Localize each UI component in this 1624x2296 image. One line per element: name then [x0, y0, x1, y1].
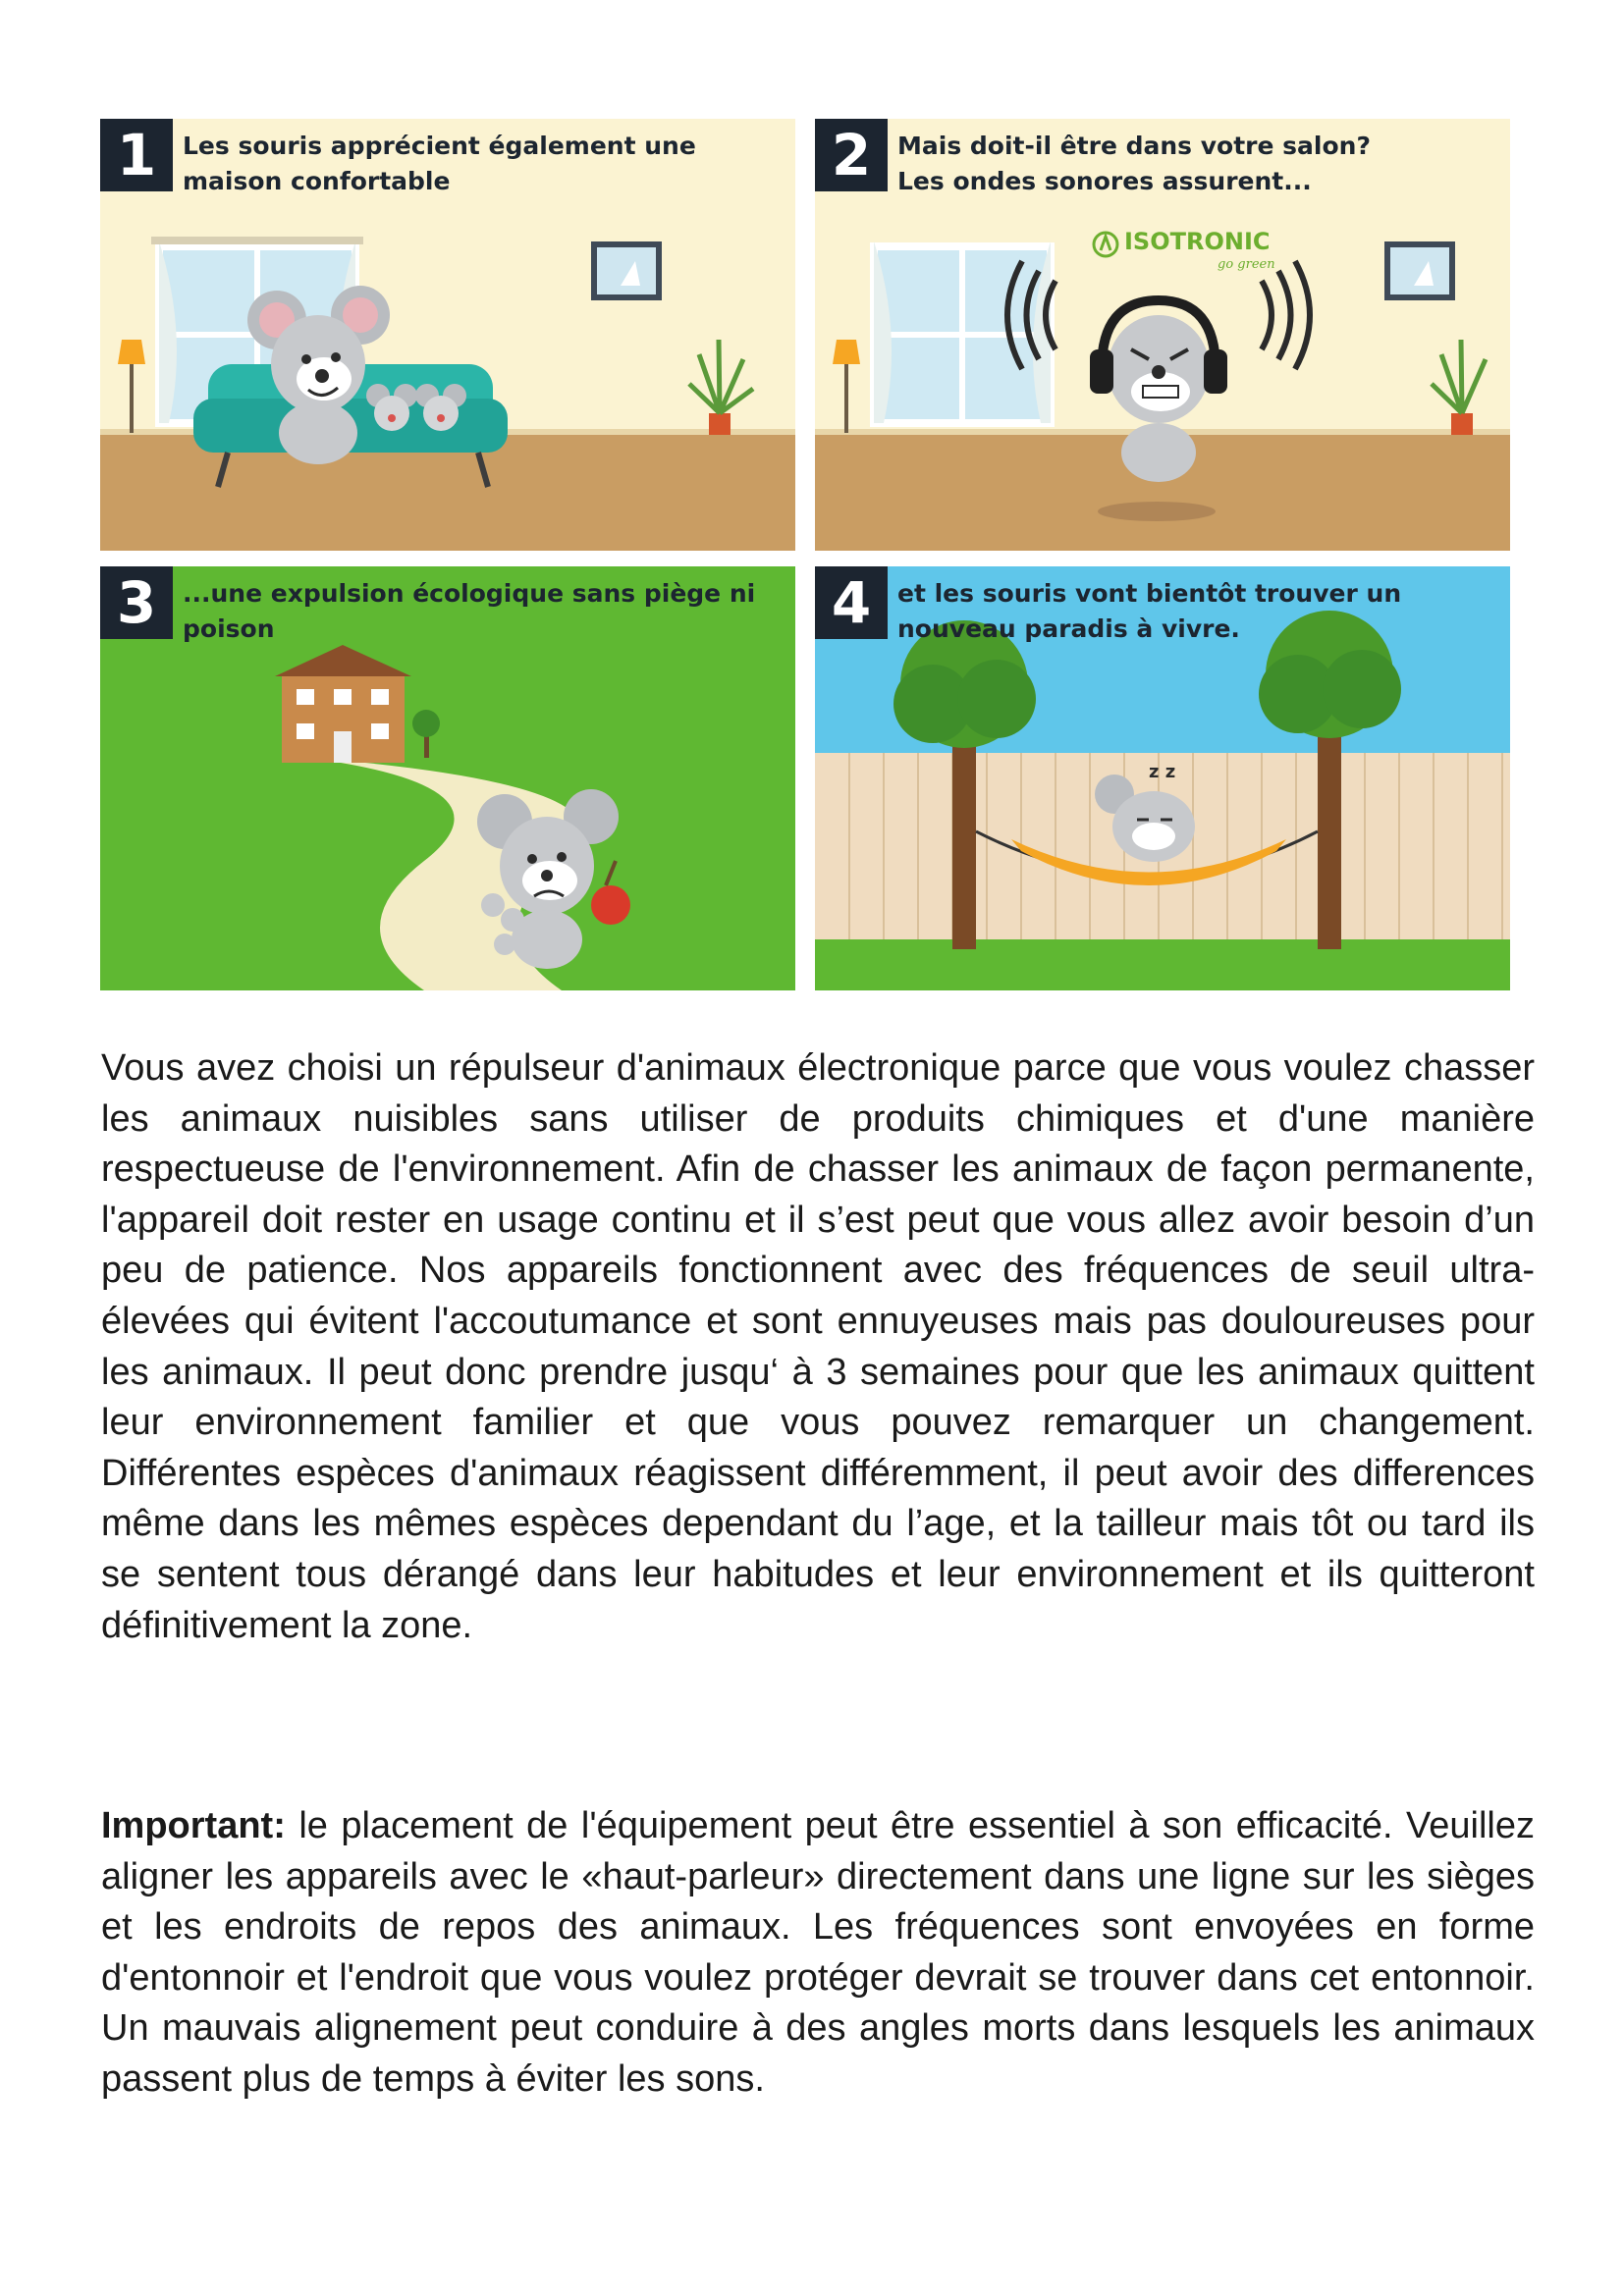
panel-caption-3: [183, 576, 785, 647]
panel-caption-1: [183, 129, 785, 199]
picture-frame-icon: [591, 241, 662, 300]
panel-caption-2: [897, 129, 1500, 199]
comic-panel-2: [815, 119, 1510, 551]
window-icon: [874, 241, 1051, 423]
comic-panel-4: [815, 566, 1510, 990]
panel-number-2: 2: [815, 119, 888, 191]
panel-number-4: 4: [815, 566, 888, 639]
important-paragraph: [101, 1801, 1535, 2106]
caption-line: Les souris apprécient également une: [183, 132, 696, 160]
caption-line: Mais doit-il être dans votre salon?: [897, 132, 1371, 160]
panel-number-1: 1: [100, 119, 173, 191]
picture-frame-icon: [1384, 241, 1455, 300]
comic-panel-3: [100, 566, 795, 990]
panel-number-3: 3: [100, 566, 173, 639]
caption-line: Les ondes sonores assurent...: [897, 167, 1312, 195]
sleep-z-icon: z z: [1149, 762, 1176, 782]
caption-line: ...une expulsion écologique sans piège ni: [183, 579, 756, 608]
panel-caption-4: [897, 576, 1500, 647]
caption-line: et les souris vont bientôt trouver un: [897, 579, 1402, 608]
body-paragraph-1: Vous avez choisi un répulseur d'animaux électronique parce que vous voulez chasser les animaux nuisibles sans utiliser de produits chimiques et d'une manière respectueuse de l'environnement. Afin de chasser les animaux de façon permanente, l'appareil doit rester en usage continu et il s’est peut que vous allez avoir besoin d’un peu de patience. Nos appareils fonctionnent avec des fréquences de seuil ultra-élevées qui évitent l'accoutumance et sont ennuyeuses mais pas douloureuses pour les animaux. Il peut donc prendre jusqu‘ à 3 semaines pour que les animaux quittent leur environnement familier et que vous pouvez remarquer un changement. Différentes espèces d'animaux réagissent différemment, il peut avoir des differences même dans les mêmes espèces dependant du l’age, et la tailleur mais tôt ou tard ils se sentent tous dérangé dans leur habitudes et leur environnement et ils quitteront définitivement la zone.: [101, 1047, 1535, 1646]
comic-panel-1: [100, 119, 795, 551]
important-label: Important:: [101, 1805, 286, 1846]
caption-line: maison confortable: [183, 167, 451, 195]
brand-name: ISOTRONIC: [1124, 228, 1271, 255]
important-text: le placement de l'équipement peut être essentiel à son efficacité. Veuillez aligner les appareils avec le «haut-parleur» directement dans une ligne sur les sièges et les endroits de repos des animaux. Les fréquences sont envoyées en forme d'entonnoir et l'endroit que vous voulez protéger devrait se trouver dans cet entonnoir. Un mauvais alignement peut conduire à des angles morts dans lesquels les animaux passent plus de temps à éviter les sons.: [101, 1805, 1536, 2100]
brand-tagline: go green: [1218, 257, 1275, 272]
caption-line: nouveau paradis à vivre.: [897, 614, 1240, 643]
caption-line: poison: [183, 614, 275, 643]
